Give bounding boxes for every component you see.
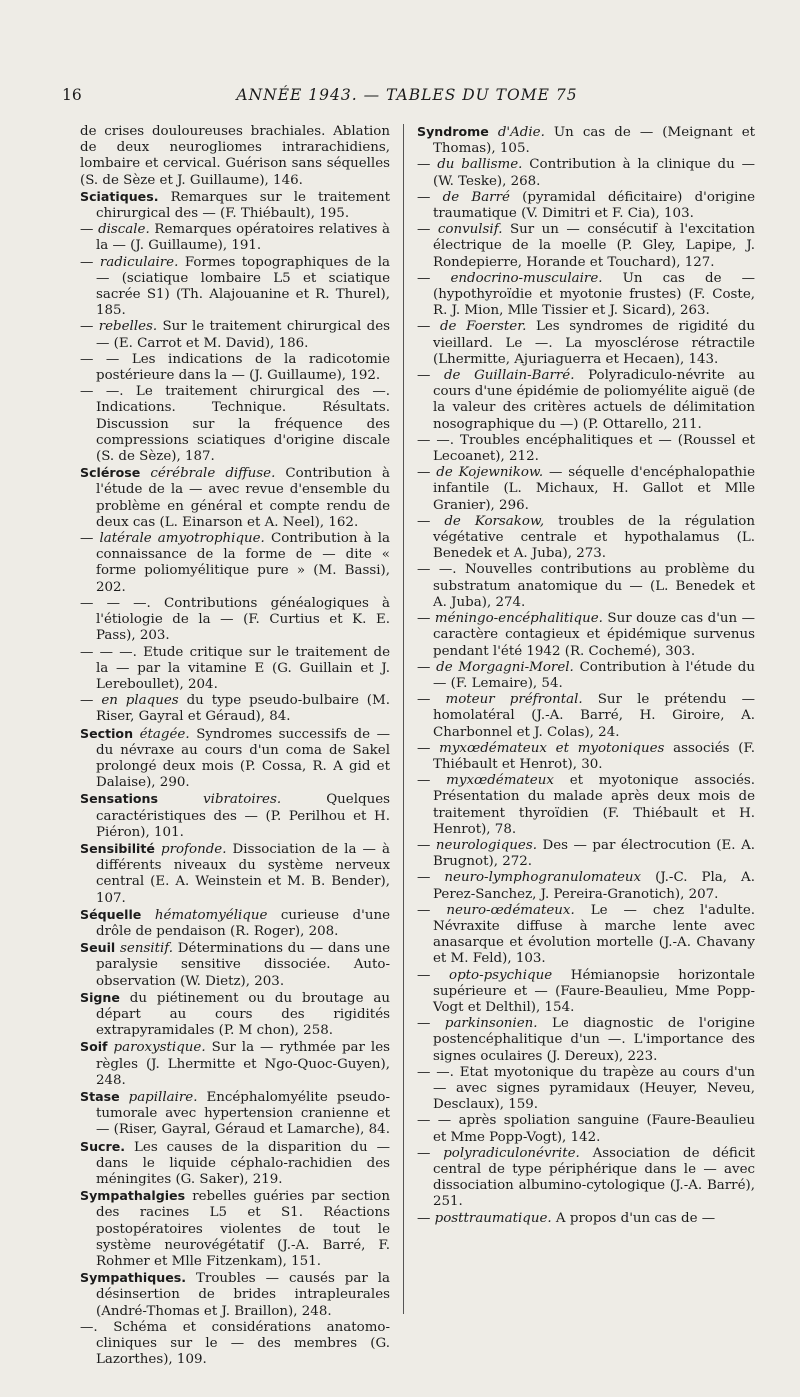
entry-subheading: — endocrino-musculaire. [417,270,603,286]
entry-subheading: — discale. [80,222,150,238]
index-entry [417,319,755,368]
index-entry [80,841,390,907]
index-entry [417,870,755,902]
entry-text: de crises douloureuses brachiales. Ablation de deux neurogliomes intrarachidiens, lombaire et cervical. Guérison sans séquelles (S. de Sèze et J. Guillaume), 146. [80,124,390,188]
index-entry [417,514,755,563]
index-entry [417,692,755,741]
entry-text: — séquelle d'encéphalopathie infantile (L. Michaux, H. Gallot et Mlle Granier), 296. [433,465,755,513]
entry-heading: Sclérose [80,465,141,481]
index-entry [417,271,755,320]
entry-heading: Sucre. [80,1138,126,1154]
index-entry [417,1146,755,1211]
entry-subheading: — myxœdémateux [417,773,554,789]
entry-text: rebelles guéries par section des racines L5 et S1. Réactions postopératoires violentes de tout le système neurovégétatif (J.-A. Barré, F. Rohmer et Mlle Fitzenkam), 151. [96,1189,390,1270]
page-number: 16 [62,86,82,104]
entry-text: Contribution à l'étude de la — avec revue d'ensemble du problème en général et compte rendu de deux cas (L. Einarson et A. Neel), 162. [96,466,390,530]
entry-text: Les syndromes de rigidité du vieillard. Le —. La myosclérose rétractile (Lhermitte, Ajuriaguerra et Hecaen), 143. [433,319,755,367]
entry-text: Des — par électrocution (E. A. Brugnot), 272. [433,837,755,870]
entry-subheading: — de Kojewnikow. [417,465,544,481]
entry-subheading: — neurologiques. [417,837,537,853]
entry-subheading: — de Korsakow, [417,513,545,529]
entry-heading: Soif [80,1039,108,1055]
entry-text: A propos d'un cas de — [551,1210,716,1226]
index-entry [80,940,390,990]
entry-text: Remarques opératoires relatives à la — (J. Guillaume), 191. [96,222,390,254]
entry-subheading: — moteur préfrontal. [417,692,583,708]
index-entry [417,1113,755,1145]
entry-text: (J.-C. Pla, A. Perez-Sanchez, J. Pereira-Granotich), 207. [433,870,755,902]
entry-text: Sur un — consécutif à l'excitation électrique de la moelle (P. Gley, Lapipe, J. Rondepierre, Horande et Touchard), 127. [433,222,755,270]
entry-subheading: — myxœdémateux et myotoniques [417,740,665,756]
entry-subheading: — en plaques [80,693,179,709]
entry-text: — —. Troubles encéphalitiques et — (Roussel et Lecoanet), 212. [417,432,755,465]
index-column-right [417,124,755,1227]
entry-text: Contribution à la connaissance de la forme de — dite « forme poliomyélitique pure » (M. Bassi), 202. [96,531,391,595]
entry-text: — —. Le traitement chirurgical des —. Indications. Technique. Résultats. Discussion sur la fréquence des compressions sciatiques d'origine discale (S. de Sèze), 187. [80,384,390,465]
index-entry [417,1016,755,1065]
entry-subheading: — de Barré [417,189,510,205]
entry-heading: Seuil [80,940,116,956]
index-column-left [80,124,390,1368]
index-entry [80,990,390,1040]
index-entry [417,465,755,514]
index-entry [417,838,755,870]
entry-subheading: — rebelles. [80,319,158,335]
index-entry [417,562,755,611]
entry-heading: Sympathiques. [80,1270,187,1286]
entry-subheading: étagée. [133,726,190,742]
entry-heading: Sciatiques. [80,188,159,204]
entry-heading: Sympathalgies [80,1188,186,1204]
entry-subheading: — de Foerster. [417,319,527,335]
entry-heading: Syndrome [417,124,489,139]
entry-text: — — —. Contributions généalogiques à l'étiologie de la — (F. Curtius et K. E. Pass), 203. [80,595,390,644]
entry-subheading: cérébrale diffuse. [140,466,276,482]
entry-subheading: — de Morgagni-Morel. [417,659,574,675]
entry-heading: Sensibilité [80,840,155,856]
entry-text: — —. Nouvelles contributions au problème du substratum anatomique du — (L. Benedek et A. Juba), 274. [417,562,755,610]
entry-text: — — —. Etude critique sur le traitement de la — par la vitamine E (G. Guillain et J. Lereboullet), 204. [80,644,390,692]
entry-subheading: — du ballisme. [417,157,523,173]
index-entry [80,1188,390,1270]
running-title: ANNÉE 1943. — TABLES DU TOME 75 [236,86,578,104]
index-entry [80,1270,390,1320]
entry-text: Association de déficit central de type périphérique dans le — avec dissociation albumino-cytologique (J.-A. Barré), 251. [433,1145,755,1210]
entry-heading: Signe [80,989,120,1005]
entry-text: Sur le prétendu — homolatéral (J.-A. Barré, H. Giroire, A. Charbonnel et J. Colas), 24. [433,692,755,740]
entry-text: Quelques caractéristiques des — (P. Perilhou et H. Piéron), 101. [96,792,390,840]
entry-text: associés (F. Thiébault et Henrot), 30. [433,740,755,772]
entry-text: Le — chez l'adulte. Névraxite diffuse à marche lente avec anasarque et évolution mortelle (J.-A. Chavany et M. Feld), 103. [433,902,756,967]
index-entry [80,124,390,189]
index-entry [417,773,755,838]
index-entry [80,907,390,940]
index-entry [80,319,390,351]
index-entry [80,726,390,792]
entry-text: Troubles — causés par la désinsertion de brides intrapleurales (André-Thomas et J. Braillon), 248. [96,1271,390,1319]
entry-subheading: paroxystique. [107,1040,206,1056]
entry-heading: Sensations [80,791,159,807]
entry-text: Le diagnostic de l'origine postencéphalitique d'un —. L'importance des signes oculaires (J. Dereux), 223. [433,1016,755,1064]
entry-text: —. Schéma et considérations anatomo-cliniques sur le — des membres (G. Lazorthes), 109. [80,1319,390,1368]
index-entry [80,465,390,531]
entry-subheading: — latérale amyotrophique. [80,531,265,547]
entry-text: Hémianopsie horizontale supérieure et — (Faure-Beaulieu, Mme Popp-Vogt et Delthil), 154. [433,967,755,1015]
index-entry [80,1039,390,1089]
index-entry [80,189,390,222]
index-entry [80,1139,390,1189]
entry-text: Contribution à la clinique du — (W. Teske), 268. [433,157,755,189]
entry-text: Polyradiculo-névrite au cours d'une épidémie de poliomyélite aiguë (de la valeur des critères actuels de délimitation nosographique du —) (P. Ottarello, 211. [433,368,755,432]
entry-subheading: hématomyélique [141,907,268,923]
entry-text: — — Les indications de la radicotomie postérieure dans la — (J. Guillaume), 192. [80,351,390,384]
index-entry [80,352,390,384]
entry-text: Un cas de — (Meignant et Thomas), 105. [433,125,755,157]
entry-subheading: — neuro-œdémateux. [417,902,575,918]
index-entry [80,596,390,645]
entry-subheading: d'Adie. [488,125,545,140]
index-entry [417,1065,755,1114]
entry-text: du type pseudo-bulbaire (M. Riser, Gayral et Géraud), 84. [96,693,390,725]
index-entry [80,1089,390,1139]
entry-text: et myotonique associés. Présentation du malade après deux mois de traitement thyroïdien (F. Thiébault et H. Henrot), 78. [433,773,755,837]
entry-text: — —. Etat myotonique du trapèze au cours d'un — avec signes pyramidaux (Heuyer, Neveu, Desclaux), 159. [417,1064,755,1113]
index-entry [80,791,390,841]
entry-text: Dissociation de la — à différents niveaux du système nerveux central (E. A. Weinstein et M. B. Bender), 107. [96,841,391,906]
index-entry [80,384,390,465]
entry-text: — — après spoliation sanguine (Faure-Beaulieu et Mme Popp-Vogt), 142. [417,1113,755,1145]
entry-heading: Séquelle [80,906,142,922]
entry-text: Syndromes successifs de — du névraxe au cours d'un coma de Sakel prolongé deux mois (P. Cossa, R. A gid et Dalaise), 290. [96,726,390,791]
index-entry [417,157,755,189]
index-entry [417,660,755,692]
running-header [62,86,752,112]
entry-subheading: vibratoires. [158,792,282,808]
entry-subheading: — posttraumatique. [417,1210,552,1226]
index-entry [417,1211,755,1227]
entry-subheading: papillaire. [119,1089,198,1105]
entry-text: Formes topographiques de la — (sciatique lombaire L5 et sciatique sacrée S1) (Th. Alajouanine et R. Thurel), 185. [96,254,391,319]
index-entry [80,1320,390,1369]
index-entry [417,968,755,1017]
index-entry [417,124,755,157]
entry-subheading: — opto-psychique [417,967,553,983]
entry-subheading: — convulsif. [417,222,503,238]
entry-subheading: — parkinsonien. [417,1016,538,1032]
entry-subheading: sensitif. [115,941,173,957]
index-entry [417,741,755,773]
index-entry [80,693,390,725]
entry-subheading: — polyradiculonévrite. [417,1145,580,1161]
entry-subheading: — neuro-lymphogranulomateux [417,870,642,886]
index-entry [417,222,755,271]
entry-text: du piétinement ou du broutage au départ au cours des rigidités extrapyramidales (P. M chon), 258. [96,990,390,1039]
index-entry [417,611,755,660]
entry-text: Encéphalomyélite pseudo-tumorale avec hypertension cranienne et — (Riser, Gayral, Géraud et Lamarche), 84. [96,1089,390,1138]
index-entry [80,255,390,320]
index-entry [417,903,755,968]
entry-text: Déterminations du — dans une paralysie sensitive dissociée. Auto-observation (W. Dietz), 203. [96,941,390,989]
column-divider [403,124,404,1314]
entry-text: Les causes de la disparition du — dans le liquide céphalo-rachidien des méningites (G. Saker), 219. [96,1139,390,1187]
index-entry [417,433,755,465]
entry-text: Contribution à l'étude du — (F. Lemaire), 54. [433,659,755,691]
index-entry [80,531,390,596]
entry-text: Sur douze cas d'un — caractère contagieux et épidémique survenus pendant l'été 1942 (R. Cochemé), 303. [433,611,755,659]
entry-subheading: — radiculaire. [80,254,179,270]
entry-subheading: — méningo-encéphalitique. [417,611,603,627]
index-entry [417,368,755,433]
index-entry [417,190,755,222]
index-entry [80,222,390,254]
index-entry [80,645,390,694]
entry-text: Remarques sur le traitement chirurgical des — (F. Thiébault), 195. [96,189,390,222]
entry-subheading: — de Guillain-Barré. [417,368,575,384]
entry-subheading: profonde. [154,841,227,857]
entry-text: Sur le traitement chirurgical des — (E. Carrot et M. David), 186. [96,319,390,351]
entry-text: (pyramidal déficitaire) d'origine traumatique (V. Dimitri et F. Cia), 103. [433,189,755,222]
entry-text: curieuse d'une drôle de pendaison (R. Roger), 208. [96,907,390,939]
entry-heading: Section [80,725,134,741]
entry-text: Un cas de — (hypothyroïdie et myotonie frustes) (F. Coste, R. J. Mion, Mlle Tissier et J. Sicard), 263. [433,270,755,319]
entry-heading: Stase [80,1088,120,1104]
entry-text: troubles de la régulation végétative centrale et hypothalamus (L. Benedek et A. Juba), 273. [433,513,755,562]
entry-text: Sur la — rythmée par les règles (J. Lhermitte et Ngo-Quoc-Guyen), 248. [96,1040,391,1088]
